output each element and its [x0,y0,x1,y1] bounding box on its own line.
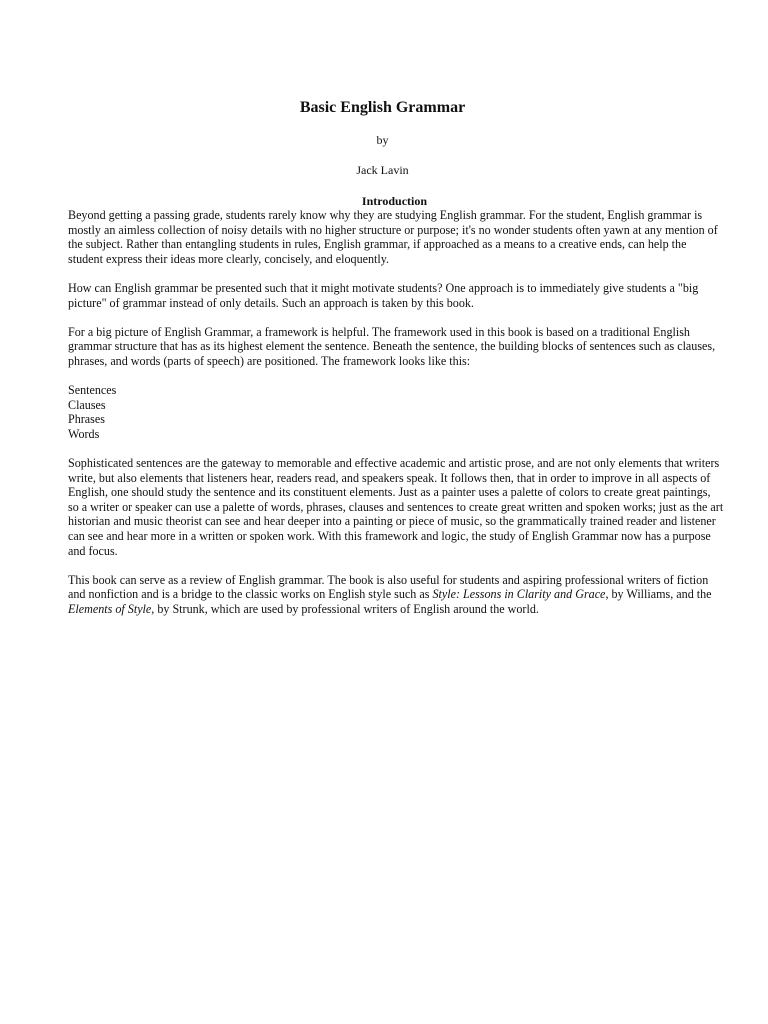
paragraph: For a big picture of English Grammar, a framework is helpful. The framework used in this book is based on a traditional English grammar structure that has as its highest element the sentence. Beneath the sentence, the building blocks of sentences such as clauses, phrases, and words (parts of speech) are positioned. The framework looks like this: [68,324,716,368]
paragraph: Sophisticated sentences are the gateway to memorable and effective academic and artistic prose, and are not only elements that writers write, but also elements that listeners hear, readers read, and speakers speak. It follows then, that in order to improve in all aspects of English, one should study the sentence and its constituent elements. Just as a painter uses a palette of colors to create great paintings, so a writer or speaker can use a palette of words, phrases, clauses and sentences to create great written and spoken works; just as the art historian and music theorist can see and hear deeper into a painting or piece of music, so the grammatically trained reader and listener can see and hear more in a written or spoken work. With this framework and logic, the study of English Grammar now has a purpose and focus. [68,456,724,558]
list-item: Clauses [68,397,106,412]
paragraph-text: , by Strunk, which are used by professional writers of English around the world. [151,602,539,617]
book-title: Style: Lessons in Clarity and Grace [432,587,606,602]
book-title: Elements of Style [68,602,152,617]
paragraph-text: , by Williams, and the [605,587,712,602]
byline: by [376,133,389,147]
framework-list [68,383,724,441]
list-item: Phrases [68,412,105,427]
body-text [68,208,724,631]
paragraph-text: This book can serve as a review of English grammar. The book is also useful for students and aspiring professional writers of fiction and nonfiction and is a bridge to the classic works on English style such as [68,572,709,602]
paragraph: How can English grammar be presented such that it might motivate students? One approach is to immediately give students a "big picture" of grammar instead of only details. Such an approach is taken by this book. [68,280,699,310]
document-title: Basic English Grammar [299,99,466,116]
paragraph [68,573,724,617]
section-heading: Introduction [361,194,428,208]
author-name: Jack Lavin [356,163,409,177]
list-item: Words [68,426,100,441]
list-item: Sentences [68,383,117,398]
paragraph: Beyond getting a passing grade, students rarely know why they are studying English grammar. For the student, English grammar is mostly an aimless collection of noisy details with no higher structure or purpose; it's no wonder students often yawn at any mention of the subject. Rather than entangling students in rules, English grammar, if approached as a means to a creative ends, can help the student express their ideas more clearly, concisely, and eloquently. [68,208,718,266]
